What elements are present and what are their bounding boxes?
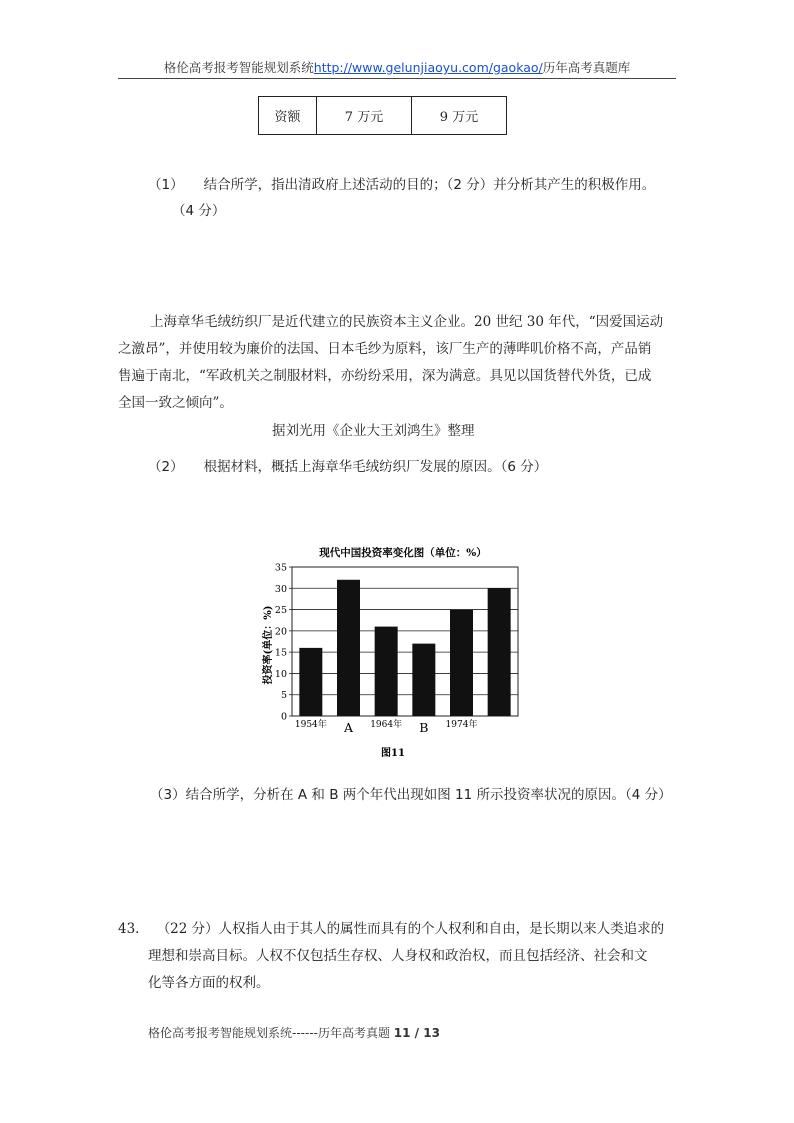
q43-line: 化等各方面的权利。 — [148, 975, 270, 991]
page-footer — [148, 1024, 440, 1041]
chart-frame — [292, 567, 518, 716]
x-tick-label: 1974年 — [445, 720, 478, 730]
chart-bar — [488, 588, 511, 716]
y-tick-label: 30 — [274, 583, 287, 595]
table-cell-col1: 7 万元 — [317, 97, 412, 135]
y-tick-label: 5 — [280, 690, 287, 702]
material-line: 全国一致之倾向”。 — [118, 395, 233, 411]
y-tick-label: 0 — [280, 711, 287, 723]
footer-text: 格伦高考报考智能规划系统------历年高考真题 — [148, 1026, 394, 1040]
q43-line: 理想和崇高目标。人权不仅包括生存权、人身权和政治权，而且包括经济、社会和文 — [148, 948, 648, 964]
q1-line1: 结合所学，指出清政府上述活动的目的；（2 分）并分析其产生的积极作用。 — [203, 177, 656, 193]
table-cell-label: 资额 — [259, 97, 317, 135]
q2-text: 根据材料，概括上海章华毛绒纺织厂发展的原因。（6 分） — [203, 459, 548, 475]
q43-number: 43． — [118, 921, 149, 937]
investment-chart — [245, 540, 535, 770]
chart-y-label: 投资率(单位：%) — [263, 605, 274, 685]
x-tick-label: 1964年 — [370, 720, 403, 730]
chart-y-ticks — [275, 563, 292, 723]
chart-caption: 图11 — [381, 748, 405, 759]
chart-bar — [375, 627, 398, 716]
chart-bar — [450, 610, 473, 716]
material-line: 之激昂”，并使用较为廉价的法国、日本毛纱为原料，该厂生产的薄哔叽价格不高，产品销 — [118, 341, 652, 357]
chart-gridlines — [292, 567, 518, 716]
material-source: 据刘光用《企业大王刘鸿生》整理 — [272, 423, 475, 439]
y-tick-label: 10 — [274, 668, 287, 680]
chart-title: 现代中国投资率变化图（单位：%） — [319, 547, 487, 559]
q2-number: （2） — [148, 459, 184, 475]
chart-bar — [337, 580, 360, 716]
question-3: （3）结合所学，分析在 A 和 B 两个年代出现如图 11 所示投资率状况的原因。（4 分） — [150, 787, 672, 803]
chart-bar — [412, 644, 435, 716]
y-tick-label: 15 — [274, 647, 287, 659]
question-2 — [148, 454, 547, 481]
header-link[interactable]: http://www.gelunjiaoyu.com/gaokao/ — [313, 60, 543, 75]
x-tick-label: 1954年 — [294, 720, 327, 730]
header-suffix: 历年高考真题库 — [542, 60, 631, 75]
q1-line2: （4 分） — [172, 203, 226, 219]
header-prefix: 格伦高考报考智能规划系统 — [163, 60, 314, 75]
fund-table — [258, 96, 507, 135]
footer-page: 11 / 13 — [393, 1026, 440, 1040]
material-paragraph — [118, 309, 688, 417]
header-rule — [118, 78, 676, 79]
table-cell-col2: 9 万元 — [412, 97, 507, 135]
chart-bars — [299, 580, 510, 716]
material-line: 上海章华毛绒纺织厂是近代建立的民族资本主义企业。20 世纪 30 年代，“因爱国运动 — [150, 314, 664, 330]
x-tick-label: A — [343, 720, 354, 735]
material-line: 售遍于南北，“军政机关之制服材料，亦纷纷采用，深为满意。具见以国货替代外货，已成 — [118, 368, 652, 384]
q43-line: 43． （22 分）人权指人由于其人的属性而具有的个人权利和自由，是长期以来人类追求的 — [118, 921, 665, 937]
question-1 — [148, 172, 655, 199]
table-row — [259, 97, 507, 135]
q1-number: （1） — [148, 177, 184, 193]
page-header — [0, 58, 794, 76]
y-tick-label: 35 — [274, 562, 287, 574]
y-tick-label: 25 — [274, 605, 287, 617]
x-tick-label: B — [419, 720, 429, 735]
chart-bar — [299, 648, 322, 716]
question-43 — [118, 916, 698, 997]
y-tick-label: 20 — [274, 626, 287, 638]
chart-x-ticks — [295, 718, 478, 735]
